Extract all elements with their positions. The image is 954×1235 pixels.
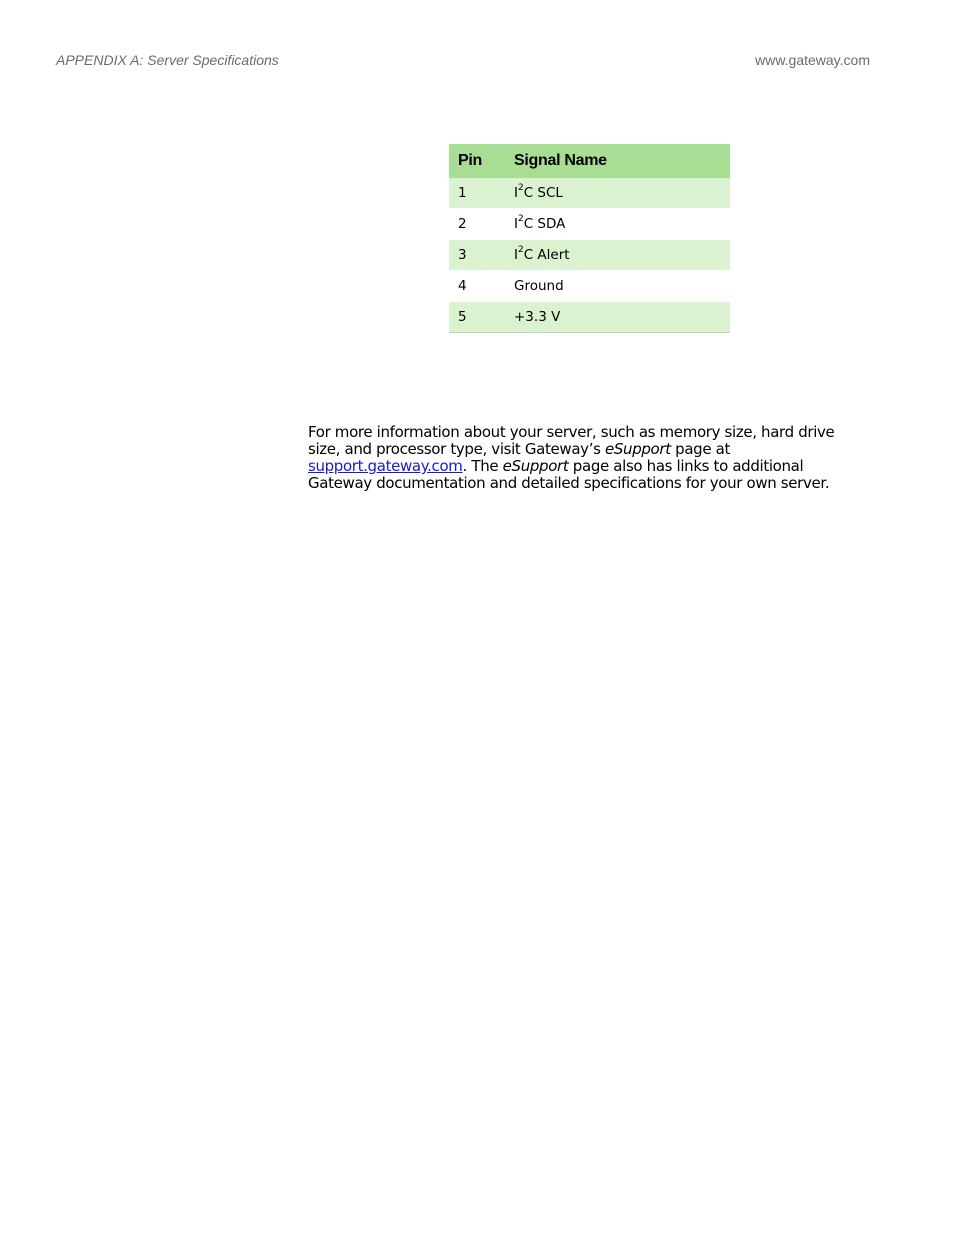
more-information-paragraph: For more information about your server, such as memory size, hard drive size, and processor type, visit Gateway’s eSupport page at support.gateway.com. The eSupport page also has links to additional Gateway documentation and detailed specifications for your own server.	[308, 423, 835, 492]
signal-cell: $I^2C$ Alert	[514, 240, 730, 271]
running-header-url: www.gateway.com	[755, 52, 870, 68]
pin-cell: 3	[449, 240, 514, 271]
pin-cell: 5	[449, 302, 514, 333]
pin-cell: 2	[449, 209, 514, 240]
support-gateway-link[interactable]: support.gateway.com	[308, 457, 463, 475]
running-header-title: APPENDIX A: Server Specifications	[56, 52, 279, 68]
signal-cell: $I^2C$ SCL	[514, 178, 730, 209]
signal-cell: +3.3 V	[514, 302, 730, 333]
table-row	[449, 240, 730, 271]
column-header-signal-name: Signal Name	[514, 144, 730, 178]
signal-cell: $I^2C$ SDA	[514, 209, 730, 240]
pin-cell: 4	[449, 271, 514, 302]
table-row	[449, 178, 730, 209]
table-header-row	[449, 144, 730, 178]
signal-cell: Ground	[514, 271, 730, 302]
pin-signal-table	[449, 144, 730, 333]
esupport-term: eSupport	[502, 457, 569, 475]
esupport-term: eSupport	[605, 440, 671, 458]
column-header-pin: Pin	[449, 144, 514, 178]
table-row	[449, 302, 730, 333]
table-row	[449, 271, 730, 302]
table-row	[449, 209, 730, 240]
pin-cell: 1	[449, 178, 514, 209]
